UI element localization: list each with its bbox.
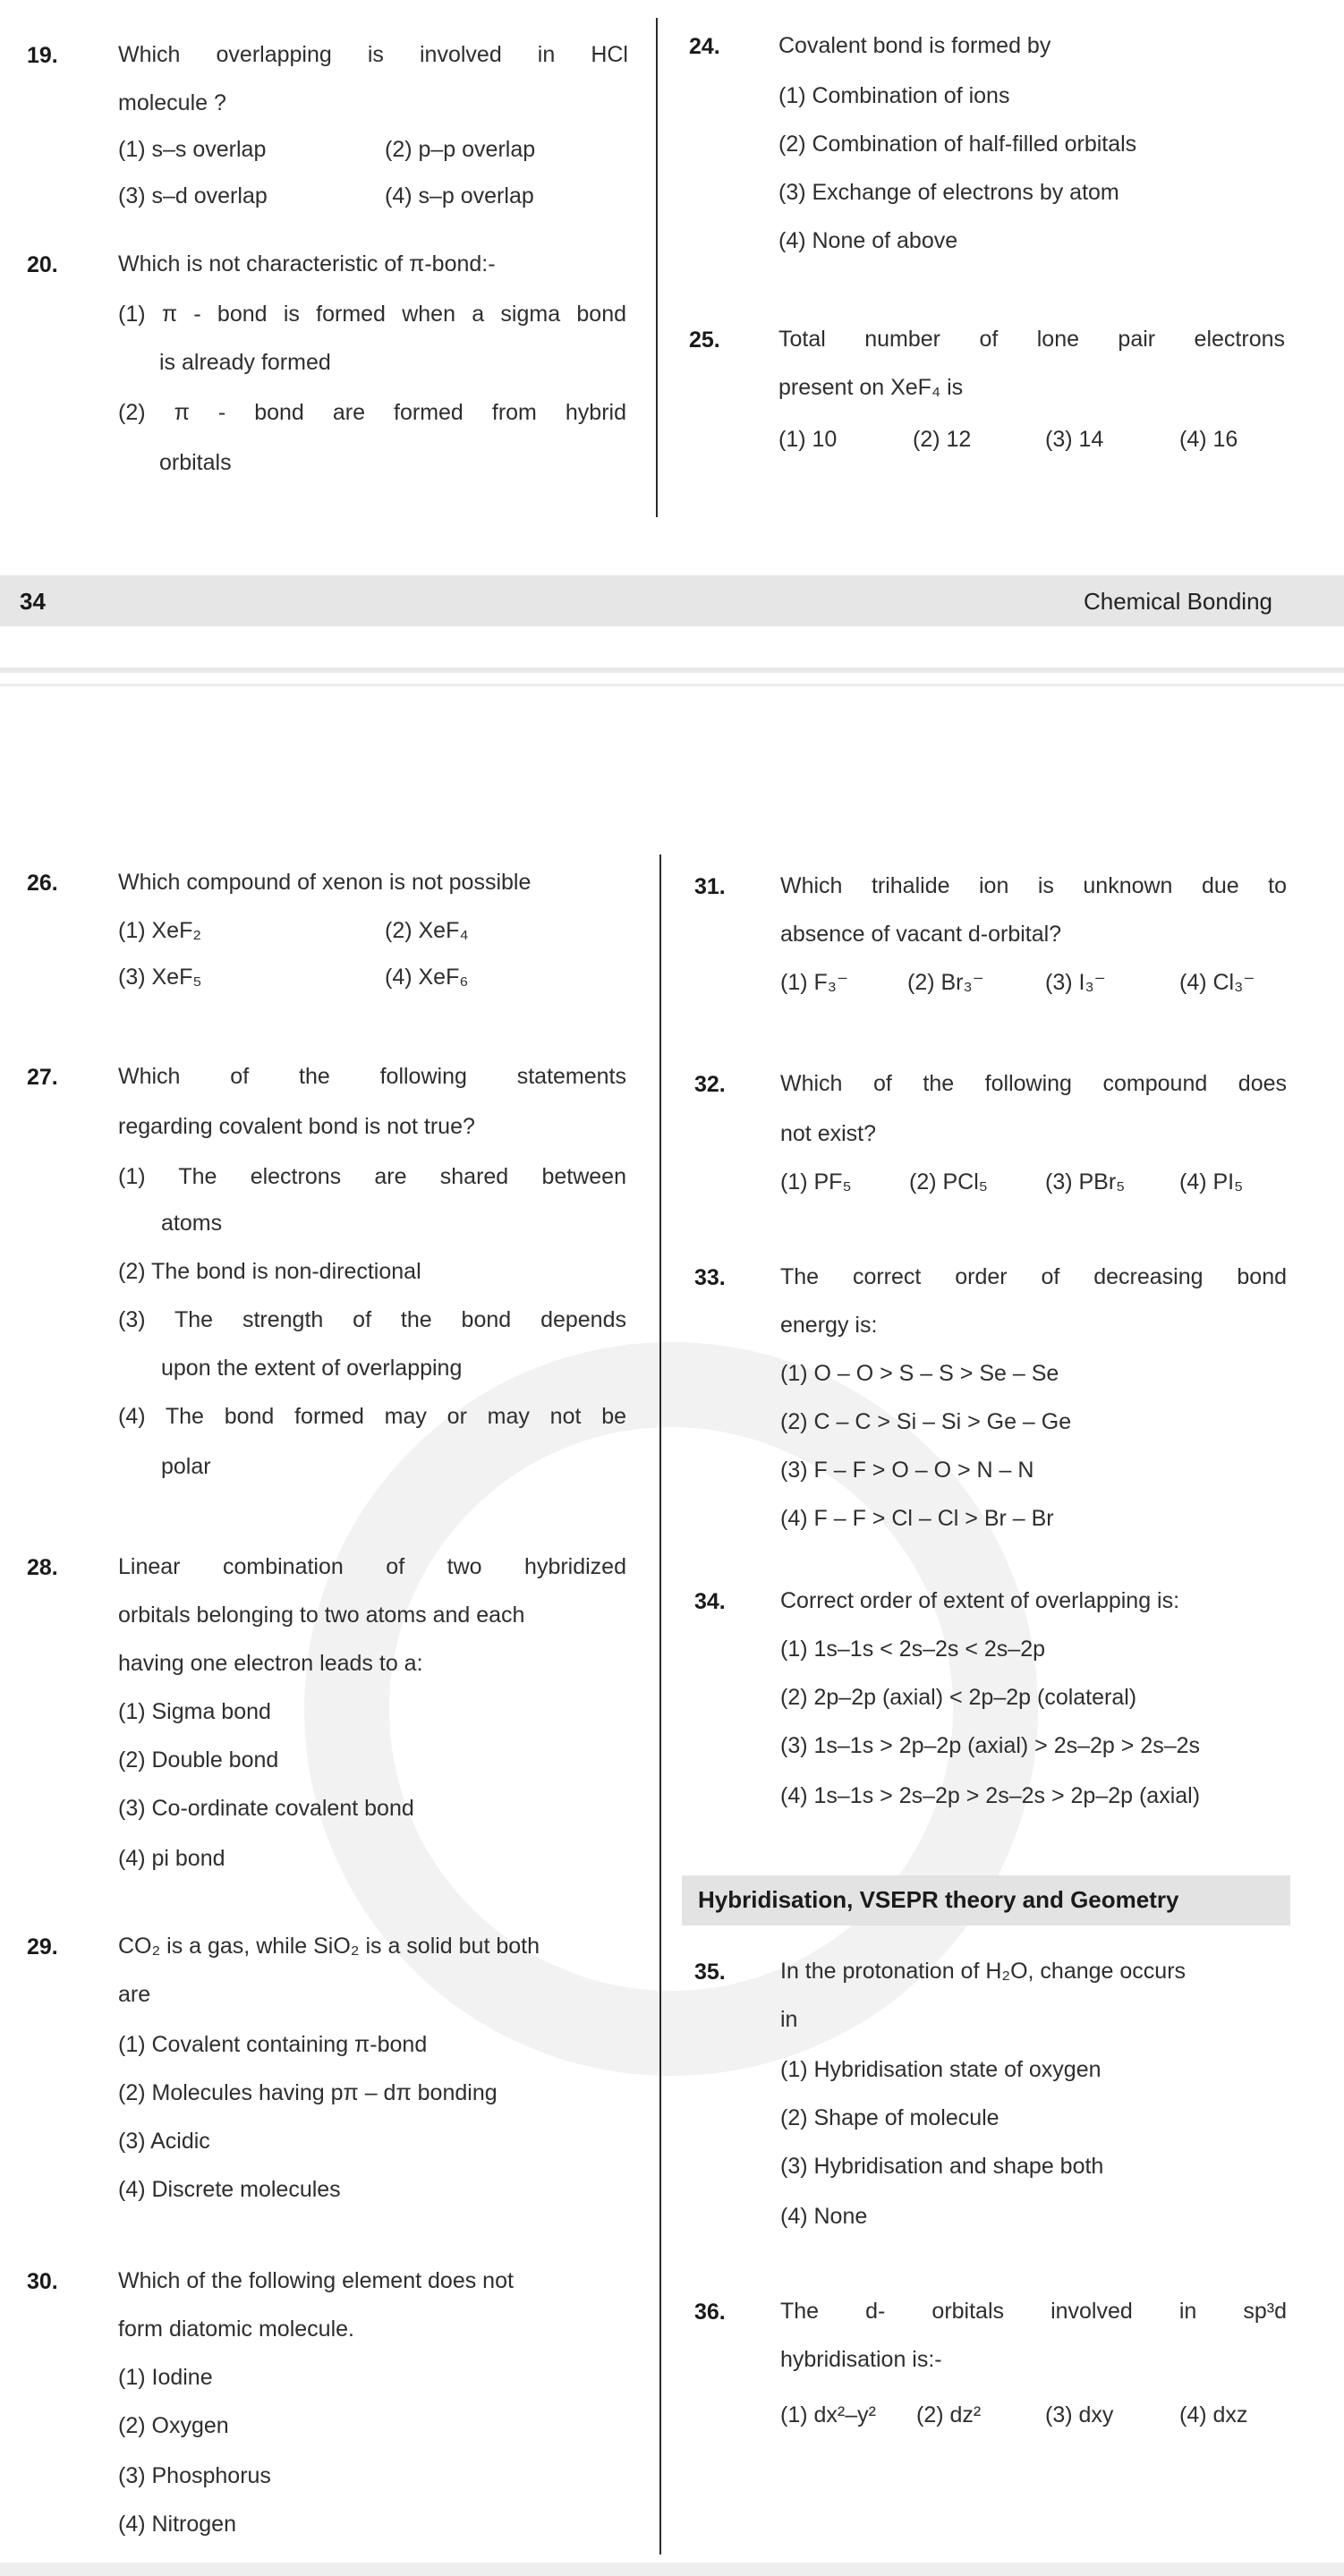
question-text: Which overlapping is involved in HCl	[118, 42, 628, 67]
question-text: The d- orbitals involved in sp³d	[780, 2299, 1287, 2324]
option[interactable]: (3) F – F > O – O > N – N	[780, 1458, 1034, 1483]
option[interactable]: (3) The strength of the bond depends	[118, 1307, 626, 1332]
option[interactable]: (3) 14	[1045, 427, 1104, 452]
question-number: 26.	[27, 871, 58, 896]
option[interactable]: (3) I₃⁻	[1045, 970, 1106, 995]
question-number: 35.	[694, 1960, 726, 1985]
option[interactable]: (2) C – C > Si – Si > Ge – Ge	[780, 1409, 1072, 1434]
option[interactable]: (1) PF₅	[780, 1169, 852, 1194]
page-bottom-edge	[0, 2563, 1344, 2576]
option[interactable]: (2) PCl₅	[909, 1169, 988, 1194]
option[interactable]: (3) Hybridisation and shape both	[780, 2154, 1104, 2179]
option[interactable]: (1) 1s–1s < 2s–2s < 2s–2p	[780, 1637, 1046, 1662]
option[interactable]: (1) π - bond is formed when a sigma bond	[118, 302, 626, 327]
question-text: Which of the following compound does	[780, 1071, 1287, 1096]
option[interactable]: (2) p–p overlap	[385, 137, 536, 162]
section-heading: Hybridisation, VSEPR theory and Geometry	[698, 1886, 1179, 1913]
option[interactable]: (2) Oxygen	[118, 2413, 229, 2438]
question-number: 32.	[694, 1072, 726, 1097]
option-continuation: upon the extent of overlapping	[161, 1356, 463, 1381]
question-text: not exist?	[780, 1121, 877, 1146]
question-text: Which compound of xenon is not possible	[118, 870, 532, 895]
question-text: CO₂ is a gas, while SiO₂ is a solid but both	[118, 1934, 540, 1959]
option-continuation: orbitals	[159, 450, 232, 475]
question-text: Total number of lone pair electrons	[778, 327, 1285, 352]
question-text: absence of vacant d-orbital?	[780, 922, 1062, 947]
question-text: energy is:	[780, 1313, 878, 1338]
option-continuation: atoms	[161, 1211, 223, 1236]
question-number: 33.	[694, 1265, 726, 1290]
question-number: 24.	[689, 34, 720, 59]
option[interactable]: (4) Nitrogen	[118, 2512, 236, 2537]
option[interactable]: (2) Double bond	[118, 1747, 279, 1773]
option[interactable]: (3) Acidic	[118, 2129, 210, 2154]
option[interactable]: (1) XeF₂	[118, 918, 202, 943]
option[interactable]: (4) pi bond	[118, 1846, 225, 1871]
option[interactable]: (4) 16	[1179, 427, 1238, 452]
question-text: molecule ?	[118, 90, 226, 115]
option[interactable]: (1) s–s overlap	[118, 137, 267, 162]
question-text: Linear combination of two hybridized	[118, 1554, 626, 1579]
question-number: 27.	[27, 1065, 58, 1090]
chapter-title: Chemical Bonding	[1083, 588, 1272, 615]
option[interactable]: (2) Br₃⁻	[907, 970, 984, 995]
question-text: are	[118, 1982, 151, 2007]
option[interactable]: (1) F₃⁻	[780, 970, 849, 995]
option[interactable]: (3) Exchange of electrons by atom	[778, 180, 1119, 205]
option[interactable]: (2) Shape of molecule	[780, 2105, 999, 2130]
question-number: 29.	[27, 1934, 58, 1960]
option[interactable]: (2) Combination of half-filled orbitals	[778, 132, 1137, 157]
option[interactable]: (1) 10	[778, 427, 838, 452]
question-text: Which trihalide ion is unknown due to	[780, 873, 1287, 898]
question-number: 19.	[27, 43, 58, 68]
question-number: 25.	[689, 327, 720, 353]
option[interactable]: (1) The electrons are shared between	[118, 1164, 626, 1189]
question-text: Which of the following statements	[118, 1064, 626, 1089]
question-text: orbitals belonging to two atoms and each	[118, 1603, 525, 1628]
option[interactable]: (3) Phosphorus	[118, 2463, 271, 2488]
page-separator	[0, 684, 1344, 686]
option[interactable]: (1) Iodine	[118, 2365, 213, 2390]
option[interactable]: (1) Covalent containing π-bond	[118, 2032, 428, 2057]
question-text: regarding covalent bond is not true?	[118, 1114, 475, 1139]
option[interactable]: (4) F – F > Cl – Cl > Br – Br	[780, 1506, 1054, 1531]
option[interactable]: (2) Molecules having pπ – dπ bonding	[118, 2080, 498, 2105]
option[interactable]: (3) dxy	[1045, 2402, 1114, 2427]
question-number: 31.	[694, 874, 726, 899]
option[interactable]: (2) XeF₄	[385, 918, 469, 943]
option[interactable]: (4) PI₅	[1179, 1169, 1244, 1194]
option[interactable]: (4) Discrete molecules	[118, 2177, 341, 2202]
option[interactable]: (1) Sigma bond	[118, 1699, 271, 1724]
option[interactable]: (3) PBr₅	[1045, 1169, 1126, 1194]
question-text: Which is not characteristic of π-bond:-	[118, 251, 496, 276]
question-text: form diatomic molecule.	[118, 2317, 354, 2342]
option[interactable]: (3) 1s–1s > 2p–2p (axial) > 2s–2p > 2s–2s	[780, 1733, 1201, 1758]
option[interactable]: (4) s–p overlap	[385, 183, 534, 208]
question-text: present on XeF₄ is	[778, 375, 964, 400]
option[interactable]: (4) None	[780, 2204, 868, 2229]
option[interactable]: (1) Hybridisation state of oxygen	[780, 2057, 1102, 2082]
option[interactable]: (2) 2p–2p (axial) < 2p–2p (colateral)	[780, 1685, 1137, 1710]
question-number: 28.	[27, 1555, 58, 1580]
column-divider-top	[656, 18, 658, 517]
option[interactable]: (2) The bond is non-directional	[118, 1259, 421, 1284]
option[interactable]: (1) Combination of ions	[778, 83, 1010, 108]
question-text: The correct order of decreasing bond	[780, 1264, 1287, 1289]
question-text: Correct order of extent of overlapping is:	[780, 1588, 1180, 1613]
question-number: 20.	[27, 252, 58, 277]
option[interactable]: (4) The bond formed may or may not be	[118, 1404, 626, 1429]
option[interactable]: (4) XeF₆	[385, 965, 469, 990]
question-text: hybridisation is:-	[780, 2347, 942, 2372]
question-number: 34.	[694, 1589, 726, 1614]
option[interactable]: (1) O – O > S – S > Se – Se	[780, 1361, 1059, 1386]
option[interactable]: (1) dx²–y²	[780, 2402, 876, 2427]
question-text: in	[780, 2007, 798, 2032]
question-text: In the protonation of H₂O, change occurs	[780, 1959, 1187, 1984]
option[interactable]: (3) Co-ordinate covalent bond	[118, 1796, 414, 1821]
question-text: Which of the following element does not	[118, 2268, 514, 2293]
option-continuation: is already formed	[159, 350, 331, 375]
option[interactable]: (2) π - bond are formed from hybrid	[118, 400, 626, 425]
page-separator	[0, 667, 1344, 673]
option[interactable]: (2) 12	[913, 427, 972, 452]
option[interactable]: (4) Cl₃⁻	[1179, 970, 1255, 995]
option[interactable]: (2) dz²	[916, 2402, 982, 2427]
option[interactable]: (4) None of above	[778, 228, 958, 253]
column-divider-bottom	[659, 854, 661, 2555]
question-number: 36.	[694, 2300, 726, 2325]
option[interactable]: (3) XeF₅	[118, 965, 202, 990]
page-number: 34	[20, 588, 46, 615]
option[interactable]: (3) s–d overlap	[118, 183, 268, 208]
question-text: Covalent bond is formed by	[778, 33, 1051, 58]
option-continuation: polar	[161, 1454, 211, 1479]
question-number: 30.	[27, 2269, 58, 2294]
question-text: having one electron leads to a:	[118, 1651, 423, 1676]
option[interactable]: (4) 1s–1s > 2s–2p > 2s–2s > 2p–2p (axial)	[780, 1783, 1201, 1808]
option[interactable]: (4) dxz	[1179, 2402, 1248, 2427]
